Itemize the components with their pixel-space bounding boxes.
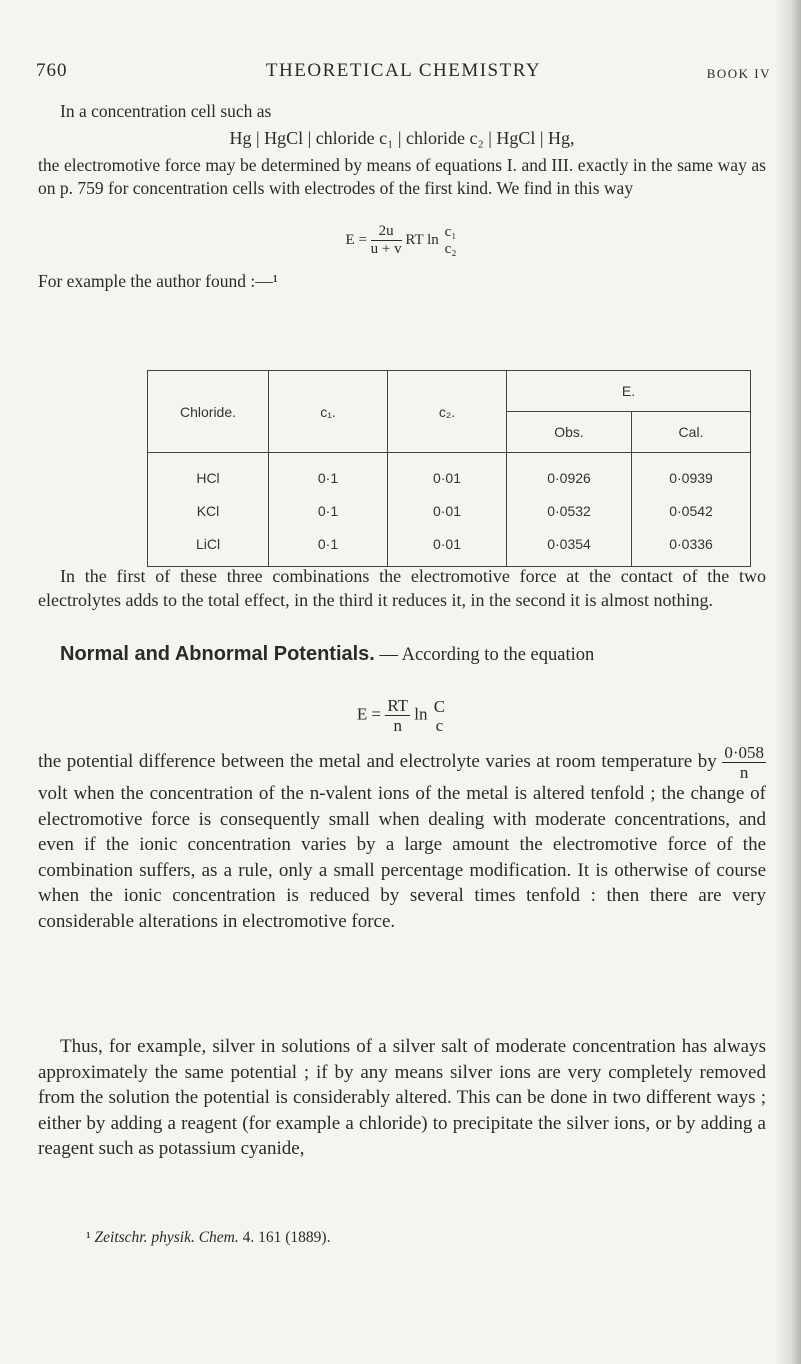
eq2-concentration-ratio	[432, 698, 447, 734]
footnote-ref: 4. 161 (1889).	[242, 1229, 331, 1246]
eq1-numerator: 2u	[371, 224, 402, 241]
intro-line: In a concentration cell such as	[60, 101, 272, 121]
col-header-e: E.	[507, 371, 751, 412]
footnote-journal: Zeitschr. physik. Chem.	[94, 1229, 239, 1246]
paragraph-5: Thus, for example, silver in solutions of a silver salt of moderate concentration has always approximately the same potential ; if by any means silver ions are very completely removed from the solution the potential is considerably altered. This can be done in two different ways ; either by adding a reagent (for example a chloride) to precipitate the silver ions, or by adding a reagent such as potassium cyanide,	[38, 1036, 766, 1159]
table-row	[148, 453, 751, 495]
section-lead-text: — According to the equation	[374, 645, 595, 665]
cell-scheme: Hg | HgCl | chloride c₁ | chloride c₂ | HgCl | Hg,	[229, 128, 575, 148]
col-header-obs: Obs.	[507, 412, 632, 453]
cell-obs: 0·0926	[507, 453, 632, 495]
cell-chloride: HCl	[148, 453, 269, 495]
col-header-c2: c₂.	[388, 371, 507, 453]
eq2-denominator: n	[393, 716, 402, 735]
volt-fraction-den: n	[739, 763, 749, 782]
footnote	[86, 1229, 330, 1247]
eq1-denominator: u + v	[370, 241, 402, 257]
footnote-mark: ¹	[86, 1229, 91, 1246]
table-row	[148, 527, 751, 567]
cell-chloride: LiCl	[148, 527, 269, 567]
book-label: BOOK IV	[706, 66, 771, 81]
col-header-c1: c₁.	[269, 371, 388, 453]
cell-c2: 0·01	[388, 494, 507, 527]
cell-chloride: KCl	[148, 494, 269, 527]
equation-1	[38, 224, 766, 264]
paragraph-4	[38, 744, 766, 934]
cell-cal: 0·0939	[632, 453, 751, 495]
table-row	[148, 494, 751, 527]
cell-c2: 0·01	[388, 527, 507, 567]
paragraph-3: In the first of these three combinations the electromotive force at the contact of the two electrolytes adds to the total effect, in the third it reduces it, in the second it is almost nothing.	[38, 566, 766, 610]
cell-c1: 0·1	[269, 527, 388, 567]
section-intro	[38, 642, 766, 667]
cell-c1: 0·1	[269, 494, 388, 527]
col-header-cal: Cal.	[632, 412, 751, 453]
eq2-numerator: RT	[387, 696, 409, 715]
cell-obs: 0·0354	[507, 527, 632, 567]
cell-cal: 0·0336	[632, 527, 751, 567]
eq1-fraction	[371, 224, 402, 257]
volt-fraction-num: 0·058	[724, 743, 765, 762]
eq2-C: C	[433, 696, 446, 716]
equation-2	[38, 697, 766, 741]
results-table	[147, 370, 751, 567]
volt-fraction	[722, 744, 766, 781]
page-number: 760	[36, 60, 68, 81]
cell-cal: 0·0542	[632, 494, 751, 527]
col-header-chloride: Chloride.	[148, 371, 269, 453]
eq1-c2: c₂	[444, 240, 457, 257]
page-edge-shadow	[775, 0, 801, 1364]
eq2-ln: ln	[414, 704, 428, 724]
paragraph-2: For example the author found :—¹	[38, 271, 278, 291]
eq2-lhs: E =	[356, 704, 382, 724]
cell-c1: 0·1	[269, 453, 388, 495]
paragraph-1: the electromotive force may be determined by means of equations I. and III. exactly in the same way as on p. 759 for concentration cells with electrodes of the first kind. We find in this way	[38, 155, 766, 198]
eq2-c: c	[435, 715, 444, 735]
paragraph-4-part-a: the potential difference between the metal and electrolyte varies at room temperature by	[38, 750, 717, 772]
running-header	[36, 60, 771, 84]
eq1-c1: c₁	[444, 223, 457, 240]
running-title: THEORETICAL CHEMISTRY	[265, 60, 542, 81]
cell-c2: 0·01	[388, 453, 507, 495]
cell-obs: 0·0532	[507, 494, 632, 527]
eq2-fraction	[385, 697, 410, 734]
paragraph-4-part-b: volt when the concentration of the n-valent ions of the metal is altered tenfold ; the change of electromotive force is consequently small when dealing with moderate concentrations, and even if the ionic concentration varies by a large amount the electromotive force of the combination suffers, as a rule, only a small percentage modification. It is otherwise of course when the ionic concentration is reduced by several times tenfold : then there are very considerable alterations in electromotive force.	[38, 783, 766, 932]
section-heading: Normal and Abnormal Potentials.	[60, 643, 375, 665]
eq1-concentration-ratio	[443, 225, 459, 257]
eq1-rt-ln: RT ln	[405, 231, 439, 248]
eq1-lhs: E =	[345, 231, 367, 248]
